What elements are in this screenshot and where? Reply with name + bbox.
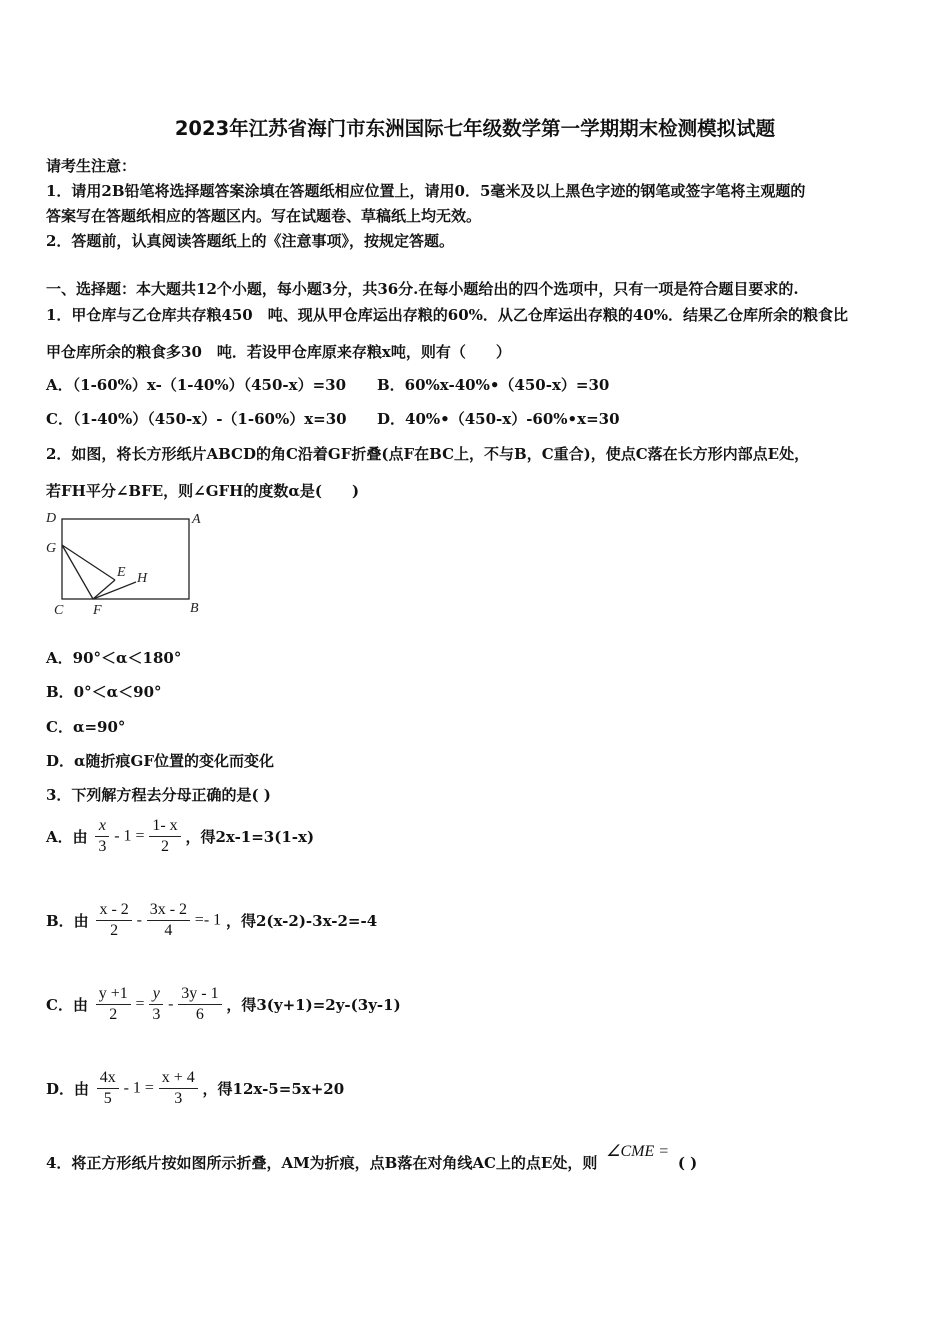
q3-option-a (46, 816, 314, 857)
rectangle-abcd (62, 519, 189, 599)
label-f: F (93, 603, 102, 618)
label-a: A (192, 512, 201, 527)
q1-stem-line1: 1．甲仓库与乙仓库共存粮450 吨、现从甲仓库运出存粮的60%．从乙仓库运出存粮的40%．结果乙仓库所余的粮食比 (46, 306, 849, 324)
q2-option-d: D．α随折痕GF位置的变化而变化 (46, 752, 275, 770)
notice-line-1a: 1．请用2B铅笔将选择题答案涂填在答题纸相应位置上，请用0．5毫米及以上黑色字迹的钢笔或签字笔将主观题的 (46, 182, 806, 200)
q3b-rhs: =- 1 (194, 911, 222, 929)
q4-stem (46, 1143, 698, 1173)
q3a-result: ，得2x-1=3(1-x) (185, 828, 315, 846)
q1-stem-line2: 甲仓库所余的粮食多30 吨．若设甲仓库原来存粮x吨，则有（ ） (46, 343, 511, 361)
q1-option-b: B．60%x-40%•（450-x）=30 (377, 376, 610, 394)
q3a-label: A．由 (46, 828, 88, 846)
label-e: E (117, 565, 126, 580)
q3c-label: C．由 (46, 996, 88, 1014)
q1-option-d: D．40%•（450-x）-60%•x=30 (377, 410, 620, 428)
q3b-label: B．由 (46, 912, 89, 930)
q2-option-b: B．0°＜α＜90° (46, 683, 162, 701)
q3a-fraction-2: $\frac{1- x}{2}$ (149, 816, 180, 857)
line-ge (62, 545, 115, 580)
q3c-operator: - (168, 995, 174, 1013)
q3b-operator: - (136, 911, 142, 929)
q3c-fraction-1: $\frac{y +1}{2}$ (96, 984, 131, 1025)
line-fe (93, 580, 115, 599)
page-title: 2023年江苏省海门市东洲国际七年级数学第一学期期末检测模拟试题 (174, 117, 776, 140)
label-g: G (46, 541, 57, 556)
q2-figure (40, 505, 215, 620)
q3d-fraction-1: $\frac{4x}{5}$ (97, 1068, 119, 1109)
q1-option-a: A．（1-60%）x-（1-40%）（450-x）=30 (46, 376, 347, 394)
label-h: H (137, 571, 148, 586)
notice-heading: 请考生注意： (46, 157, 137, 175)
q4-stem-text: 4．将正方形纸片按如图所示折叠，AM为折痕，点B落在对角线AC上的点E处，则 (46, 1154, 598, 1172)
q3d-fraction-2: $\frac{x + 4}{3}$ (159, 1068, 198, 1109)
q3-option-c (46, 984, 401, 1025)
q3d-middle: - 1 = (123, 1079, 154, 1097)
label-b: B (190, 601, 199, 616)
q2-option-a: A．90°＜α＜180° (46, 649, 182, 667)
q3b-fraction-1: $\frac{x - 2}{2}$ (96, 900, 131, 941)
q3-option-d (46, 1068, 344, 1109)
notice-line-1b: 答案写在答题纸相应的答题区内。写在试题卷、草稿纸上均无效。 (46, 207, 482, 225)
q3c-fraction-3: $\frac{3y - 1}{6}$ (178, 984, 221, 1025)
q3-option-b (46, 900, 377, 941)
q3c-fraction-2: $\frac{y}{3}$ (149, 984, 163, 1025)
line-fh (93, 582, 136, 599)
q3d-label: D．由 (46, 1080, 90, 1098)
label-c: C (54, 603, 64, 618)
q2-option-c: C．α=90° (46, 718, 126, 736)
notice-line-2: 2．答题前，认真阅读答题纸上的《注意事项》，按规定答题。 (46, 232, 454, 250)
section-heading: 一、选择题：本大题共12个小题，每小题3分，共36分.在每小题给出的四个选项中，只有一项是符合题目要求的. (46, 280, 799, 298)
q2-stem-line2: 若FH平分∠BFE，则∠GFH的度数α是( ) (46, 482, 360, 500)
q3a-fraction-1: $\frac{x}{3}$ (95, 816, 109, 857)
q3a-middle: - 1 = (114, 827, 145, 845)
q4-angle-expression: ∠CME = (606, 1143, 670, 1160)
q3b-fraction-2: $\frac{3x - 2}{4}$ (147, 900, 190, 941)
q1-option-c: C．（1-40%）（450-x）-（1-60%）x=30 (46, 410, 347, 428)
q4-tail: ( ) (677, 1154, 698, 1172)
fold-line-gf (62, 545, 93, 599)
q3c-equals: = (135, 995, 145, 1013)
q3b-result: ，得2(x-2)-3x-2=-4 (225, 912, 378, 930)
q3-stem: 3．下列解方程去分母正确的是( ) (46, 786, 271, 804)
q2-stem-line1: 2．如图，将长方形纸片ABCD的角C沿着GF折叠(点F在BC上，不与B，C重合)，使点C落在长方形内部点E处， (46, 445, 810, 463)
q3c-result: ，得3(y+1)=2y-(3y-1) (226, 996, 401, 1014)
q3d-result: ，得12x-5=5x+20 (202, 1080, 345, 1098)
label-d: D (46, 511, 57, 526)
